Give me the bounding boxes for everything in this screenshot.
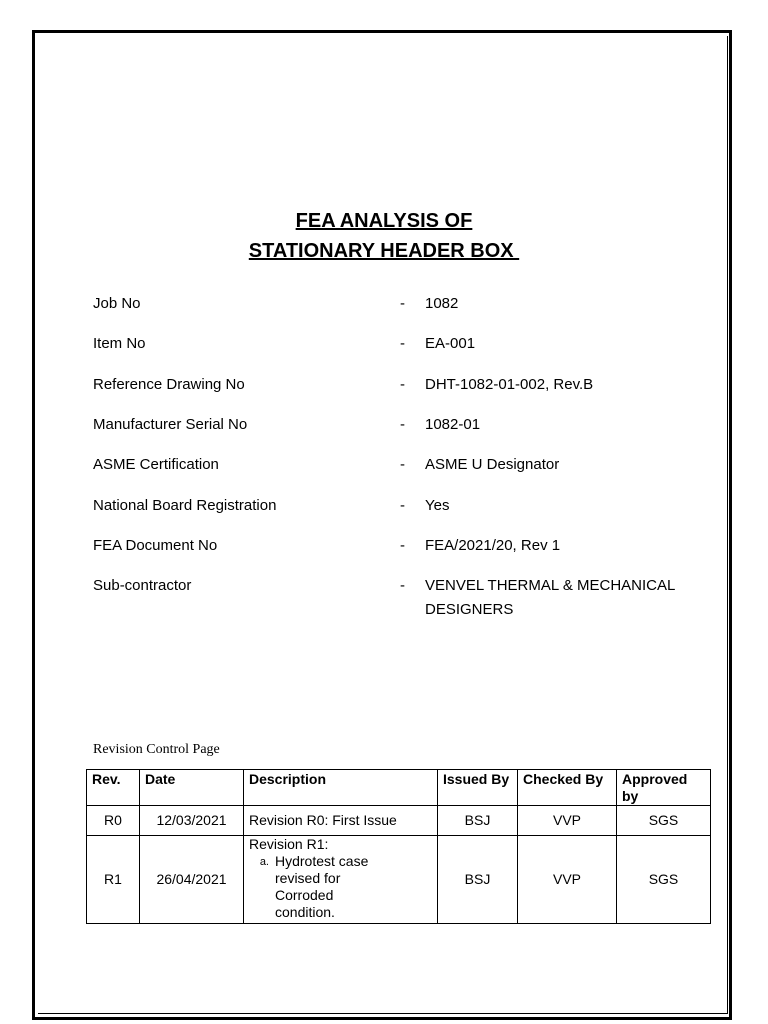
info-value: DHT-1082-01-002, Rev.B — [425, 376, 594, 393]
revision-control-caption: Revision Control Page — [93, 742, 220, 757]
info-value: ASME U Designator — [425, 456, 560, 473]
info-value: VENVEL THERMAL & MECHANICAL DESIGNERS — [425, 577, 675, 618]
cell-issued-by: BSJ — [438, 806, 518, 836]
info-separator: - — [400, 537, 405, 554]
info-separator: - — [400, 456, 405, 473]
table-row — [87, 836, 711, 924]
column-header-issued-by: Issued By — [438, 770, 518, 806]
description-text: Revision R1: — [249, 836, 329, 852]
cell-rev: R0 — [87, 806, 140, 836]
column-header-date: Date — [140, 770, 244, 806]
column-header-checked-by: Checked By — [518, 770, 617, 806]
column-header-rev: Rev. — [87, 770, 140, 806]
list-item-text: Hydrotest case revised for Corroded condition. — [275, 853, 369, 920]
document-title-line-1: FEA ANALYSIS OF — [295, 210, 473, 232]
info-label: Sub-contractor — [93, 577, 192, 594]
info-separator: - — [400, 416, 405, 433]
document-title-line-2: STATIONARY HEADER BOX — [248, 240, 520, 262]
info-value: 1082 — [425, 295, 459, 312]
info-label: Item No — [93, 335, 146, 352]
cell-approved-by: SGS — [617, 806, 711, 836]
info-label: National Board Registration — [93, 497, 277, 514]
cell-description — [244, 806, 438, 836]
info-value: 1082-01 — [425, 416, 481, 433]
column-header-description: Description — [244, 770, 438, 806]
cell-approved-by: SGS — [617, 836, 711, 924]
cell-description — [244, 836, 438, 924]
description-text: Revision R0: First Issue — [249, 812, 397, 828]
cell-date: 12/03/2021 — [140, 806, 244, 836]
info-value: Yes — [425, 497, 450, 514]
info-label: Job No — [93, 295, 141, 312]
info-separator: - — [400, 497, 405, 514]
table-row — [87, 806, 711, 836]
cell-rev: R1 — [87, 836, 140, 924]
info-label: Manufacturer Serial No — [93, 416, 248, 433]
table-header-row — [87, 770, 711, 806]
info-separator: - — [400, 295, 405, 312]
cell-issued-by: BSJ — [438, 836, 518, 924]
info-label: Reference Drawing No — [93, 376, 245, 393]
info-label: ASME Certification — [93, 456, 219, 473]
info-separator: - — [400, 335, 405, 352]
revision-table — [86, 769, 711, 924]
description-list-item — [249, 853, 432, 921]
list-marker: a. — [259, 856, 269, 868]
column-header-approved-by: Approved by — [617, 770, 711, 806]
info-value: EA-001 — [425, 335, 476, 352]
info-label: FEA Document No — [93, 537, 218, 554]
info-separator: - — [400, 577, 405, 594]
info-value: FEA/2021/20, Rev 1 — [425, 537, 561, 554]
info-separator: - — [400, 376, 405, 393]
cell-date: 26/04/2021 — [140, 836, 244, 924]
document-title — [0, 206, 768, 266]
cell-checked-by: VVP — [518, 806, 617, 836]
cell-checked-by: VVP — [518, 836, 617, 924]
